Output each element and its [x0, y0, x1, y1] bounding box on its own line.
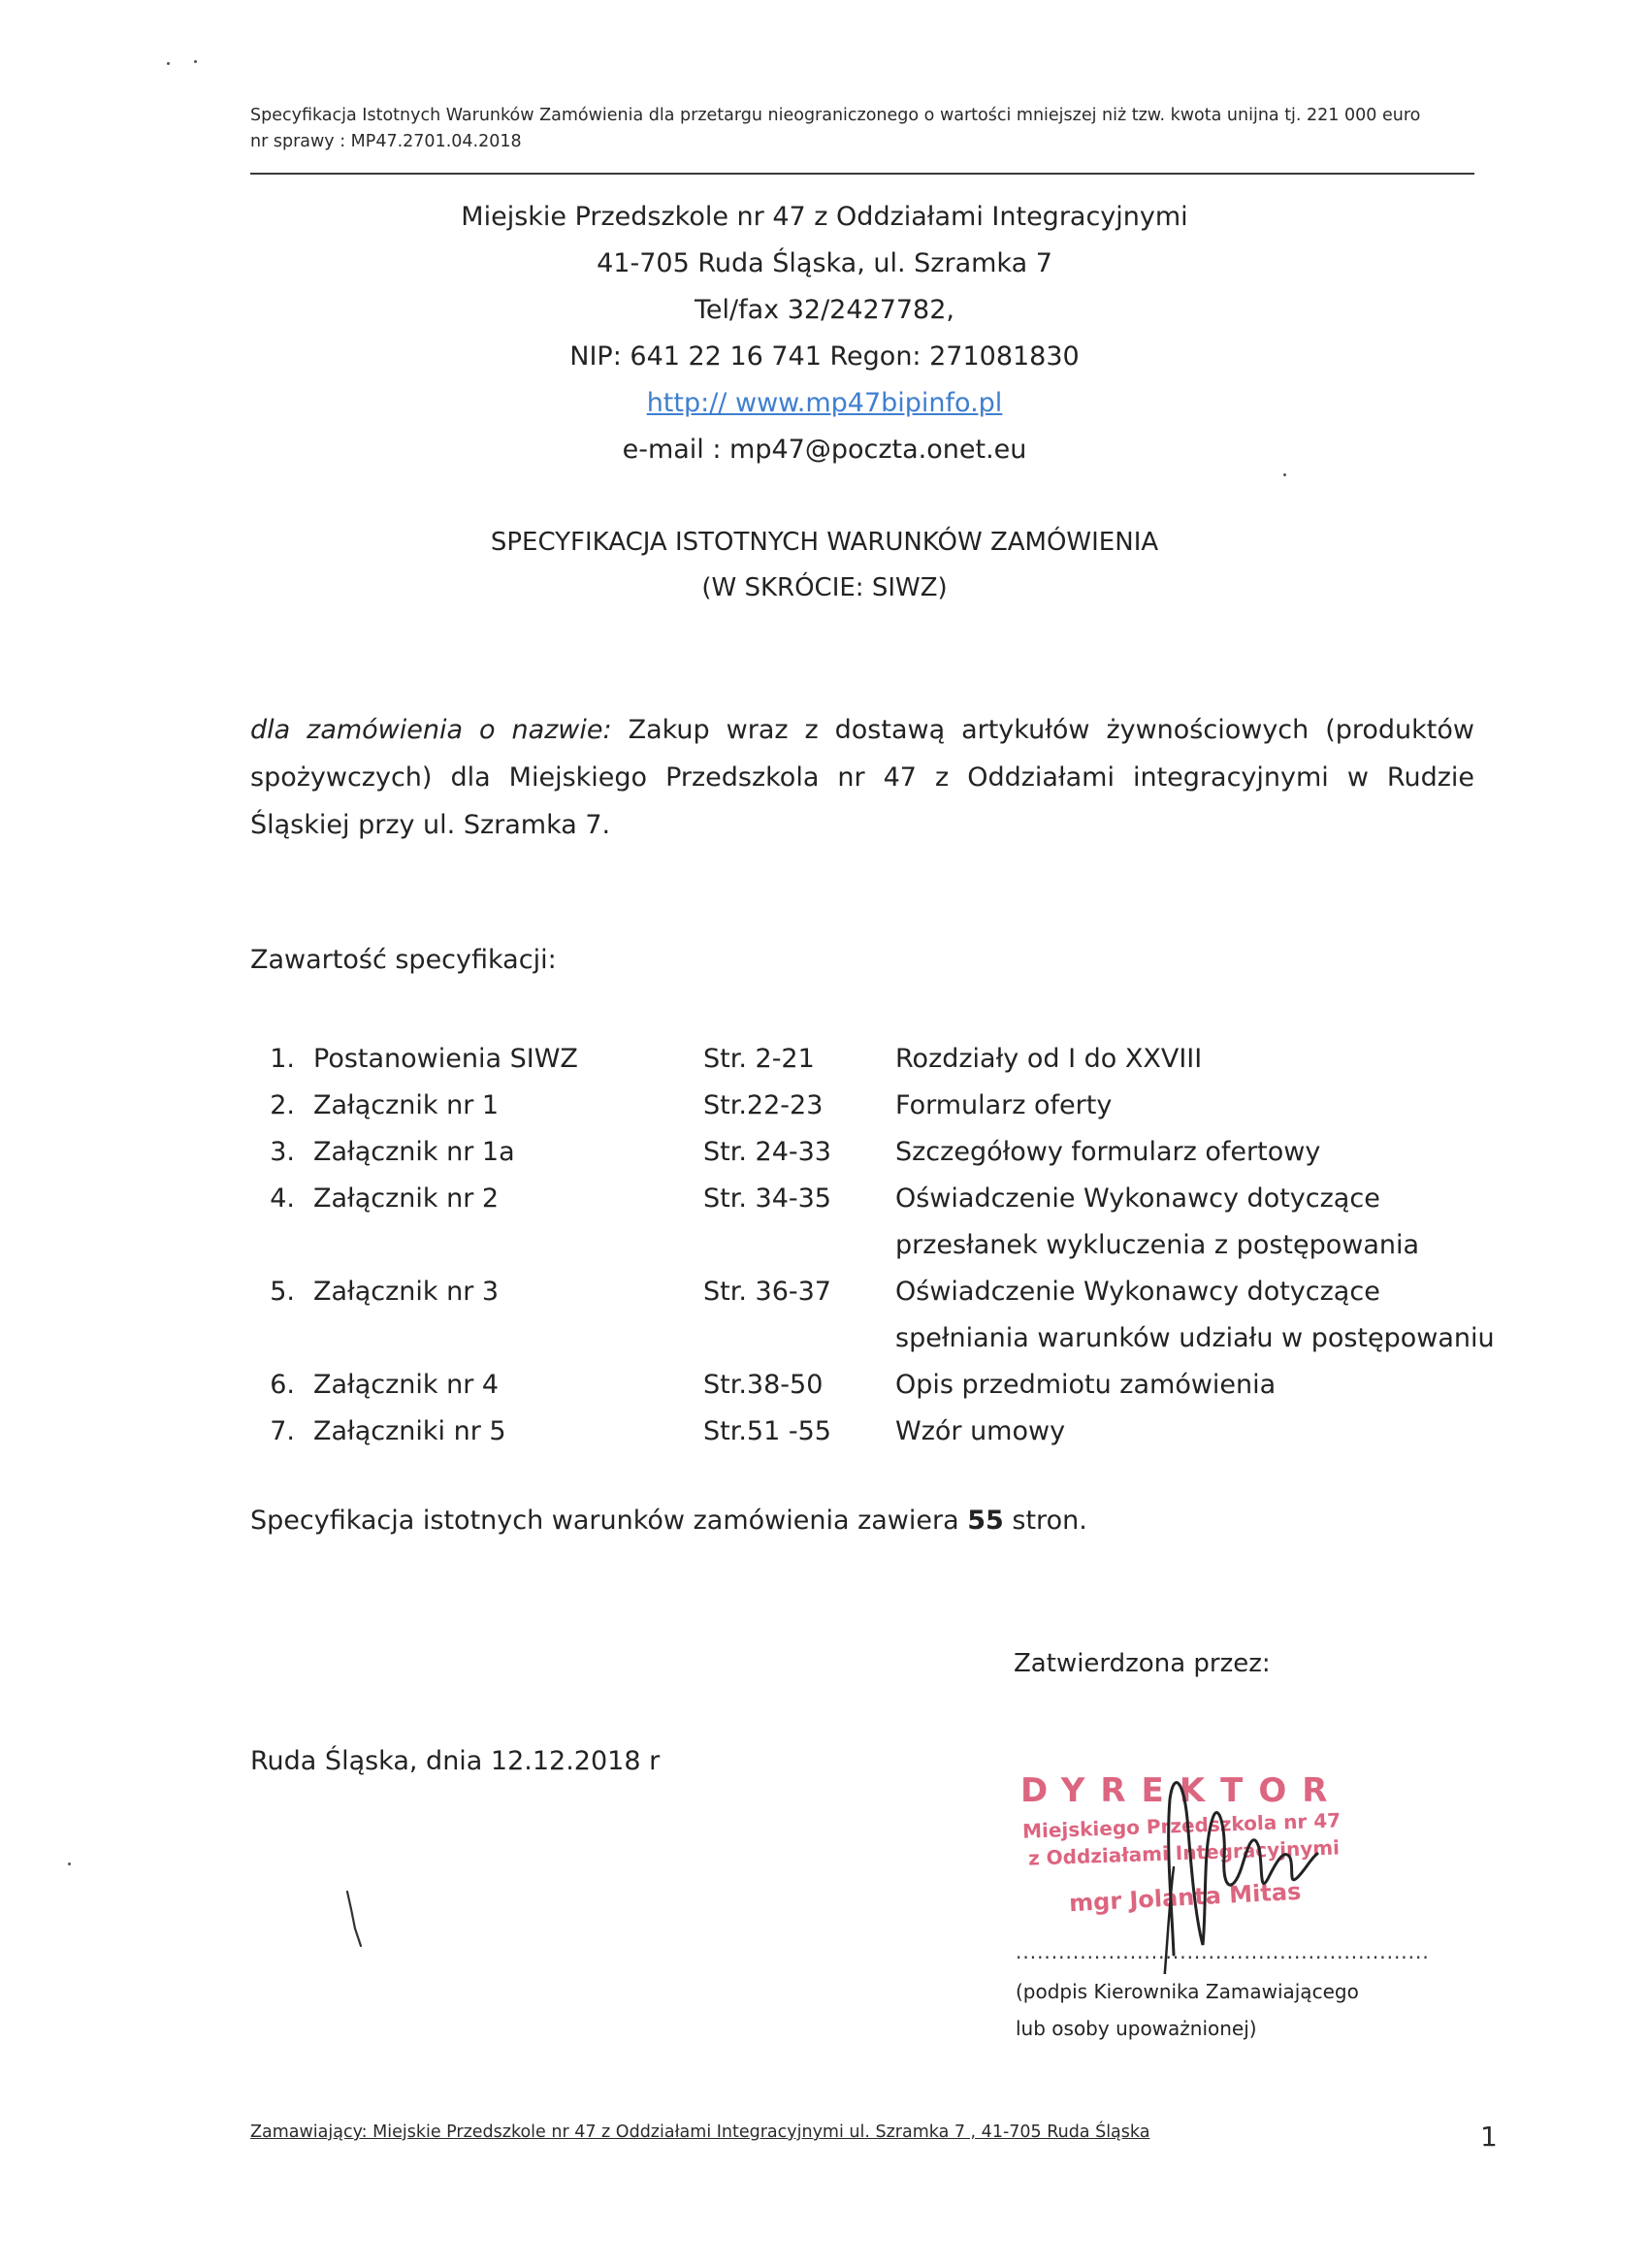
contents-row: [250, 1409, 1502, 1455]
contents-row-number: 4.: [270, 1183, 295, 1214]
contents-row-pages: Str.51 -55: [703, 1416, 831, 1446]
contents-row-title: Załącznik nr 3: [313, 1277, 500, 1307]
stamp-line-1: Miejskiego Przedszkola nr 47: [1021, 1808, 1342, 1843]
contents-row-title: Załącznik nr 1: [313, 1090, 500, 1120]
contents-row: [250, 1083, 1502, 1129]
page-header: [250, 103, 1474, 155]
page-number: 1: [1480, 2121, 1498, 2153]
institution-tax-ids: NIP: 641 22 16 741 Regon: 271081830: [569, 341, 1080, 372]
institution-address: 41-705 Ruda Śląska, ul. Szramka 7: [597, 248, 1052, 278]
institution-website-link[interactable]: http:// www.mp47bipinfo.pl: [646, 388, 1003, 418]
contents-row-description: Opis przedmiotu zamówienia: [895, 1370, 1277, 1400]
signature-caption-line-1: (podpis Kierownika Zamawiającego: [1016, 1980, 1359, 2003]
contents-row-number: 5.: [270, 1277, 295, 1307]
page-count-statement: [250, 1506, 1087, 1536]
contents-row-description: Formularz oferty: [895, 1090, 1113, 1120]
institution-phone: Tel/fax 32/2427782,: [694, 295, 954, 325]
contents-row-title: Załącznik nr 2: [313, 1183, 500, 1214]
contents-row-description: Szczegółowy formularz ofertowy: [895, 1137, 1321, 1167]
contents-row-number: 1.: [270, 1044, 295, 1074]
contents-row: [250, 1036, 1502, 1083]
contents-row-title: Załącznik nr 1a: [313, 1137, 515, 1167]
order-description: [250, 706, 1474, 849]
document-title-line-1: SPECYFIKACJA ISTOTNYCH WARUNKÓW ZAMÓWIENIA: [490, 528, 1159, 557]
contents-row-description: Oświadczenie Wykonawcy dotyczące przesłanek wykluczenia z postępowania: [895, 1183, 1420, 1260]
scan-speck: [1283, 473, 1286, 476]
order-label: dla zamówienia o nazwie:: [250, 715, 612, 745]
signature-line: ..........................................................: [1016, 1940, 1430, 1963]
signature-caption-line-2: lub osoby upoważnionej): [1016, 2017, 1257, 2040]
contents-row-number: 2.: [270, 1090, 295, 1120]
contents-row-pages: Str. 36-37: [703, 1277, 831, 1307]
contents-table: [250, 1036, 1502, 1455]
contents-row-pages: Str. 24-33: [703, 1137, 831, 1167]
scan-pen-mark: [345, 1890, 365, 1948]
scan-speck: [68, 1863, 71, 1865]
contents-row-number: 6.: [270, 1370, 295, 1400]
page-count-number: 55: [967, 1506, 1004, 1536]
contents-row-title: Postanowienia SIWZ: [313, 1044, 578, 1074]
institution-name: Miejskie Przedszkole nr 47 z Oddziałami Integracyjnymi: [461, 202, 1188, 232]
contents-row: [250, 1176, 1502, 1269]
scan-speck: [194, 60, 197, 63]
contents-heading: Zawartość specyfikacji:: [250, 945, 557, 975]
contents-row: [250, 1362, 1502, 1409]
stamp-title: DYREKTOR: [1020, 1771, 1343, 1810]
stamp-name: mgr Jolanta Mitas: [1068, 1877, 1302, 1918]
document-title: [0, 520, 1649, 611]
signature-caption: [1016, 1973, 1359, 2047]
contents-row-description: Oświadczenie Wykonawcy dotyczące spełniania warunków udziału w postępowaniu: [895, 1277, 1495, 1353]
header-line-1: Specyfikacja Istotnych Warunków Zamówienia dla przetargu nieograniczonego o wartości mniejszej niż tzw. kwota unijna tj. 221 000 euro: [250, 106, 1421, 125]
order-text: Zakup wraz z dostawą artykułów żywnościowych (produktów spożywczych) dla Miejskiego Przedszkola nr 47 z Oddziałami integracyjnymi w Rudzie Śląskiej przy ul. Szramka 7.: [250, 715, 1474, 840]
contents-row: [250, 1129, 1502, 1176]
contents-row-title: Załącznik nr 4: [313, 1370, 500, 1400]
institution-email: e-mail : mp47@poczta.onet.eu: [622, 435, 1027, 465]
header-divider: [250, 173, 1474, 175]
contents-row-pages: Str.38-50: [703, 1370, 824, 1400]
approved-by-label: Zatwierdzona przez:: [1014, 1649, 1271, 1678]
stamp-line-2: z Oddziałami Integracyjnymi: [1027, 1835, 1341, 1870]
contents-row-pages: Str.22-23: [703, 1090, 824, 1120]
contents-row-pages: Str. 34-35: [703, 1183, 831, 1214]
contents-row-number: 7.: [270, 1416, 295, 1446]
contents-row-description: Rozdziały od I do XXVIII: [895, 1044, 1203, 1074]
header-line-2: nr sprawy : MP47.2701.04.2018: [250, 132, 522, 151]
contents-row-number: 3.: [270, 1137, 295, 1167]
document-title-line-2: (W SKRÓCIE: SIWZ): [701, 573, 948, 602]
place-and-date: Ruda Śląska, dnia 12.12.2018 r: [250, 1746, 661, 1776]
page-footer: Zamawiający: Miejskie Przedszkole nr 47 z Oddziałami Integracyjnymi ul. Szramka 7 , 41-705 Ruda Śląska: [250, 2122, 1150, 2142]
page-count-suffix: stron.: [1012, 1506, 1087, 1536]
contents-row-pages: Str. 2-21: [703, 1044, 815, 1074]
scan-speck: [167, 62, 170, 65]
contents-row: [250, 1269, 1502, 1362]
contents-row-description: Wzór umowy: [895, 1416, 1066, 1446]
contents-row-title: Załączniki nr 5: [313, 1416, 506, 1446]
institution-block: [0, 194, 1649, 473]
page-count-prefix: Specyfikacja istotnych warunków zamówienia zawiera: [250, 1506, 959, 1536]
